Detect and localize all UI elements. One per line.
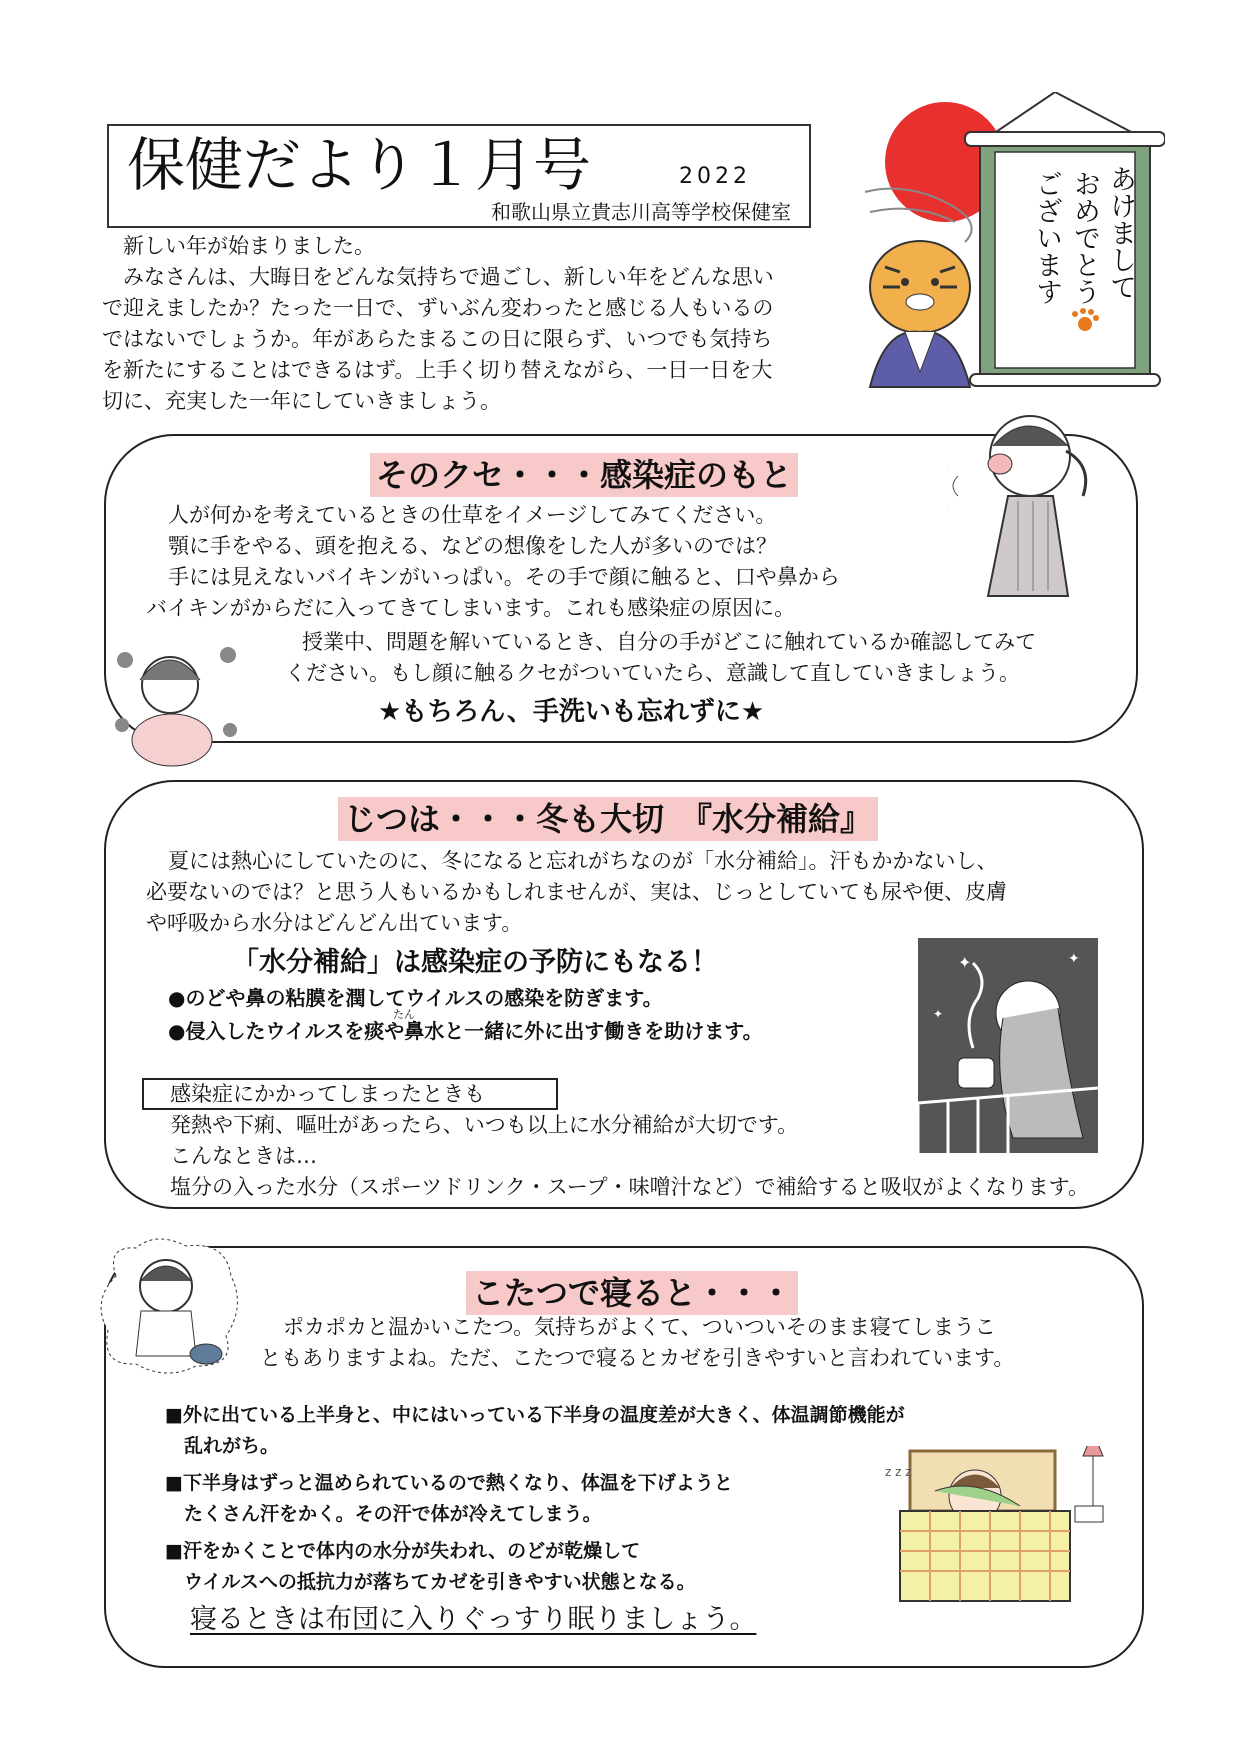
intro-line: ではないでしょうか。年があらたまるこの日に限らず、いつでも気持ち [102,327,773,351]
section-1-line: ください。もし顔に触るクセがついていたら、意識して直していきましょう。 [285,661,1020,685]
section-2-after-line: こんなときは… [170,1144,317,1168]
section-2-label: 感染症にかかってしまったときも [170,1082,485,1106]
germ-icon [223,723,237,737]
intro-line: みなさんは、大晦日をどんな気持ちで過ごし、新しい年をどんな思い [102,265,774,289]
section-3-bullet: ■汗をかくことで体内の水分が失われ、のどが乾燥して [165,1540,641,1562]
section-1-line: バイキンがからだに入ってきてしまいます。これも感染症の原因に。 [146,596,796,620]
intro-line: 切に、充実した一年にしていきましょう。 [102,389,501,413]
svg-text:z z z: z z z [885,1465,912,1479]
section-3-line: ともありますよね。ただ、こたつで寝るとカゼを引きやすいと言われています。 [260,1346,1015,1370]
section-3-closing: 寝るときは布団に入りぐっすり眠りましょう。 [190,1604,757,1635]
greeting-line-2: おめでとう [1069,170,1100,305]
section-1-heading: そのクセ・・・感染症のもと [370,453,798,497]
svg-text:✦: ✦ [1068,951,1080,967]
section-2-after-line: 発熱や下痢、嘔吐があったら、いつも以上に水分補給が大切です。 [170,1113,799,1137]
section-3-heading: こたつで寝ると・・・ [466,1271,798,1315]
germ-child-illustration [110,630,250,770]
tiger-icon [870,241,970,387]
section-2-after-line: 塩分の入った水分（スポーツドリンク・スープ・味噌汁など）で補給すると吸収がよくなります。 [170,1175,1089,1199]
greeting-line-1: ございます [1031,170,1062,305]
svg-text:✦: ✦ [933,1007,944,1021]
germ-icon [115,718,129,732]
section-2-line: や呼吸から水分はどんどん出ています。 [146,911,523,935]
section-1-line: 顎に手をやる、頭を抱える、などの想像をした人が多いのでは？ [168,534,777,558]
section-3-bullet: たくさん汗をかく。その汗で体が冷えてしまう。 [165,1503,602,1525]
ruby-tan: たん [393,1008,415,1021]
masthead-box [107,124,811,228]
section-1-line: 人が何かを考えているときの仕草をイメージしてみてください。 [168,503,777,527]
intro-line: を新たにすることはできるはず。上手く切り替えながら、一日一日を大 [102,358,773,382]
shivering-child-illustration [96,1236,246,1378]
intro-line: 新しい年が始まりました。 [102,234,375,258]
section-3-bullet: ウイルスへの抵抗力が落ちてカゼを引きやすい状態となる。 [165,1571,696,1593]
section-2-bullet: ●侵入したウイルスを痰や鼻水と一緒に外に出す働きを助けます。 [168,1019,763,1043]
school-name: 和歌山県立貴志川高等学校保健室 [491,200,791,224]
section-1-closing: ★もちろん、手洗いも忘れずに★ [378,697,765,727]
greeting-line-3: あけまして [1105,165,1136,300]
intro-line: で迎えましたか？たった一日で、ずいぶん変わったと感じる人もいるの [102,296,774,320]
germ-icon [117,652,133,668]
section-3-bullet: 乱れがち。 [165,1435,280,1457]
newsletter-year: 2022 [679,164,751,189]
section-3-bullet: ■外に出ている上半身と、中にはいっている下半身の温度差が大きく、体温調節機能が [165,1404,905,1426]
section-3-bullet: ■下半身はずっと温められているので熱くなり、体温を下げようと [165,1472,733,1494]
section-3-line: ポカポカと温かいこたつ。気持ちがよくて、ついついそのまま寝てしまうこ [283,1315,996,1339]
sleeping-in-bed-illustration [880,1446,1105,1611]
germ-icon [220,647,236,663]
section-1-line: 授業中、問題を解いているとき、自分の手がどこに触れているか確認してみて [302,630,1037,654]
section-1-line: 手には見えないバイキンがいっぱい。その手で顔に触ると、口や鼻から [168,565,840,589]
girl-touching-face-illustration [948,406,1098,606]
svg-text:✦: ✦ [958,953,972,972]
girl-drinking-illustration [918,938,1098,1153]
section-2-line: 夏には熱心にしていたのに、冬になると忘れがちなのが「水分補給」。汗もかかないし、 [168,849,998,873]
section-2-line: 必要ないのでは？と思う人もいるかもしれませんが、実は、じっとしていても尿や便、皮膚 [146,880,1007,904]
section-2-heading: じつは・・・冬も大切 『水分補給』 [338,797,878,841]
newsletter-title: 保健だより１月号 [127,131,592,199]
section-2-bullet: ●のどや鼻の粘膜を潤してウイルスの感染を防ぎます。 [168,986,663,1010]
section-2-label-box [142,1078,558,1110]
section-2-subheading: 「水分補給」は感染症の予防にもなる！ [232,947,718,978]
